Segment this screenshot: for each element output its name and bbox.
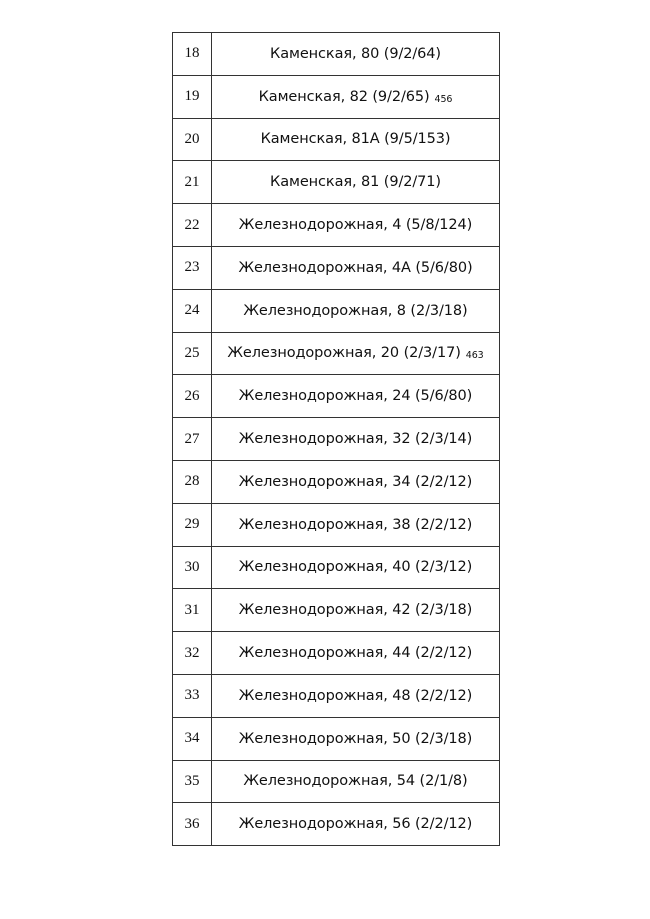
address-cell [212,33,500,76]
address-cell [212,503,500,546]
row-number: 26 [173,375,212,418]
row-number: 19 [173,75,212,118]
table-row [173,161,500,204]
address-cell [212,246,500,289]
address-table-body [173,33,500,846]
table-row [173,632,500,675]
table-row [173,460,500,503]
address-text: Каменская, 80 (9/2/64) [270,45,441,62]
address-text: Железнодорожная, 34 (2/2/12) [238,473,473,490]
address-cell [212,717,500,760]
address-cell [212,632,500,675]
address-table [172,32,500,846]
address-text: Железнодорожная, 24 (5/6/80) [238,388,473,405]
address-cell [212,375,500,418]
address-text: Железнодорожная, 48 (2/2/12) [238,687,473,704]
table-row [173,246,500,289]
address-text: Железнодорожная, 4 (5/8/124) [238,217,473,234]
address-cell [212,289,500,332]
row-number: 18 [173,33,212,76]
address-cell [212,803,500,846]
address-cell [212,589,500,632]
address-cell [212,546,500,589]
address-text: Железнодорожная, 32 (2/3/14) [238,431,473,448]
address-cell [212,332,500,375]
row-number: 32 [173,632,212,675]
table-row [173,118,500,161]
table-row [173,803,500,846]
footnote-number: 463 [465,350,484,362]
address-cell [212,418,500,461]
row-number: 22 [173,204,212,247]
table-row [173,418,500,461]
address-text: Железнодорожная, 4А (5/6/80) [238,259,473,276]
table-row [173,717,500,760]
row-number: 20 [173,118,212,161]
address-text: Каменская, 82 (9/2/65) [258,88,430,105]
address-text: Железнодорожная, 56 (2/2/12) [238,816,473,833]
address-cell [212,460,500,503]
footnote-number: 456 [434,93,453,105]
row-number: 28 [173,460,212,503]
address-text: Железнодорожная, 20 (2/3/17) [227,345,461,362]
address-text: Железнодорожная, 38 (2/2/12) [238,516,473,533]
table-row [173,589,500,632]
address-cell [212,118,500,161]
row-number: 25 [173,332,212,375]
table-row [173,375,500,418]
table-row [173,674,500,717]
address-text: Каменская, 81 (9/2/71) [270,174,441,191]
row-number: 23 [173,246,212,289]
table-row [173,503,500,546]
address-cell [212,75,500,118]
row-number: 27 [173,418,212,461]
address-text: Железнодорожная, 40 (2/3/12) [238,559,473,576]
row-number: 35 [173,760,212,803]
address-text: Железнодорожная, 50 (2/3/18) [238,730,473,747]
table-row [173,546,500,589]
row-number: 36 [173,803,212,846]
table-row [173,33,500,76]
row-number: 34 [173,717,212,760]
address-text: Железнодорожная, 8 (2/3/18) [243,302,468,319]
address-cell [212,161,500,204]
address-cell [212,760,500,803]
row-number: 31 [173,589,212,632]
table-row [173,760,500,803]
address-cell [212,204,500,247]
address-text: Железнодорожная, 54 (2/1/8) [243,773,468,790]
address-text: Железнодорожная, 44 (2/2/12) [238,645,473,662]
row-number: 30 [173,546,212,589]
table-row [173,332,500,375]
row-number: 33 [173,674,212,717]
row-number: 24 [173,289,212,332]
address-text: Каменская, 81А (9/5/153) [260,131,451,148]
row-number: 21 [173,161,212,204]
table-row [173,289,500,332]
address-text: Железнодорожная, 42 (2/3/18) [238,602,473,619]
table-row [173,204,500,247]
row-number: 29 [173,503,212,546]
address-cell [212,674,500,717]
table-row [173,75,500,118]
